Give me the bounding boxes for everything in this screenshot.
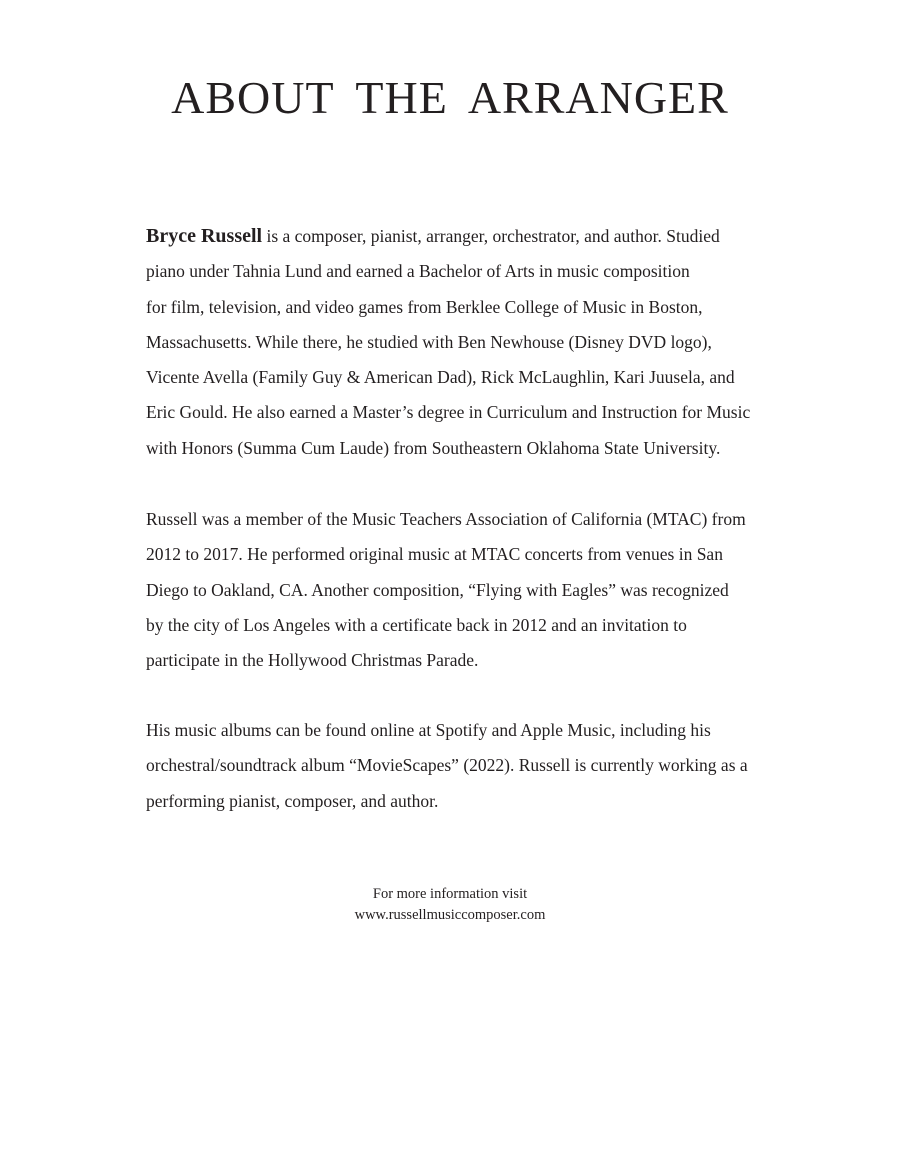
footer-info [0, 884, 900, 926]
bio-line [146, 219, 786, 254]
arranger-name: Bryce Russell [146, 225, 263, 247]
bio-paragraph-2 [146, 502, 786, 678]
bio-paragraph-3 [146, 713, 786, 819]
bio-line: piano under Tahnia Lund and earned a Bachelor of Arts in music composition [146, 261, 690, 282]
bio-paragraph-1 [146, 219, 786, 466]
bio-line: Eric Gould. He also earned a Master’s degree in Curriculum and Instruction for Music [146, 402, 751, 423]
bio-line: for film, television, and video games from Berklee College of Music in Boston, [146, 296, 703, 317]
bio-line: Diego to Oakland, CA. Another composition, “Flying with Eagles” was recognized [146, 579, 729, 600]
bio-line: participate in the Hollywood Christmas Parade. [146, 650, 479, 671]
page-title: ABOUT THE ARRANGER [171, 72, 729, 123]
bio-line: by the city of Los Angeles with a certificate back in 2012 and an invitation to [146, 614, 687, 635]
website-link[interactable]: www.russellmusiccomposer.com [354, 907, 546, 923]
bio-line: with Honors (Summa Cum Laude) from Southeastern Oklahoma State University. [146, 437, 721, 458]
footer-text: For more information visit [372, 886, 528, 902]
bio-line-text: is a composer, pianist, arranger, orchestrator, and author. Studied [262, 226, 720, 246]
bio-line: orchestral/soundtrack album “MovieScapes” (2022). Russell is currently working as a [146, 755, 748, 776]
bio-line: Vicente Avella (Family Guy & American Dad), Rick McLaughlin, Kari Juusela, and [146, 367, 735, 388]
bio-line: Massachusetts. While there, he studied with Ben Newhouse (Disney DVD logo), [146, 331, 712, 352]
bio-line: Russell was a member of the Music Teachers Association of California (MTAC) from [146, 509, 746, 529]
bio-line: 2012 to 2017. He performed original music at MTAC concerts from venues in San [146, 544, 723, 565]
bio-line: His music albums can be found online at Spotify and Apple Music, including his [146, 720, 711, 740]
bio-line: performing pianist, composer, and author. [146, 790, 439, 811]
